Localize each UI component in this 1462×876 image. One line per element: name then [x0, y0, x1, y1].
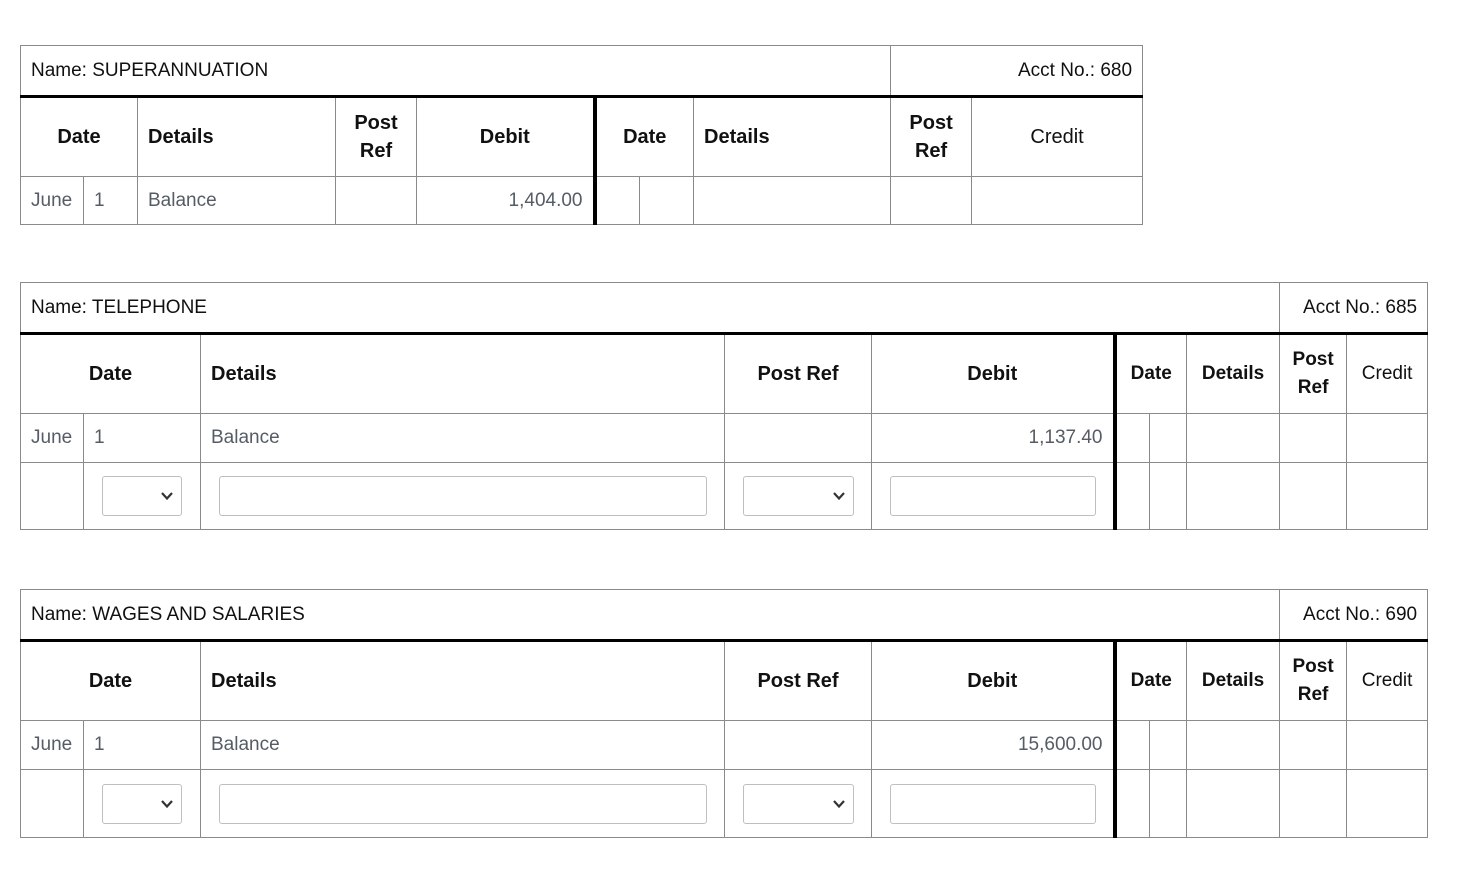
entry-details-input[interactable] — [219, 784, 707, 824]
row-month: June — [21, 177, 84, 225]
row-credit-post-ref — [1280, 414, 1347, 463]
entry-credit-post-ref — [1280, 463, 1347, 530]
header-post-ref: Post Ref — [336, 97, 417, 177]
entry-debit-cell — [872, 463, 1115, 530]
header-date: Date — [21, 641, 201, 721]
row-credit-amount — [1347, 414, 1428, 463]
ledger-superannuation — [20, 45, 1143, 225]
entry-day-select[interactable] — [102, 784, 182, 824]
header-credit: Credit — [1347, 641, 1428, 721]
header-debit: Debit — [872, 641, 1115, 721]
header-credit-post-ref: Post Ref — [891, 97, 972, 177]
entry-credit-month — [1115, 770, 1150, 838]
row-credit-details — [694, 177, 891, 225]
row-credit-amount — [972, 177, 1143, 225]
entry-debit-input[interactable] — [890, 784, 1096, 824]
row-credit-details — [1187, 414, 1280, 463]
header-credit-date: Date — [595, 97, 694, 177]
entry-post-ref-select[interactable] — [743, 476, 854, 516]
row-month: June — [21, 721, 84, 770]
entry-month-cell — [21, 770, 84, 838]
entry-credit-day — [1150, 463, 1187, 530]
row-details: Balance — [201, 721, 725, 770]
row-day: 1 — [84, 721, 201, 770]
header-credit: Credit — [1347, 334, 1428, 414]
row-credit-day — [1150, 414, 1187, 463]
header-details: Details — [201, 641, 725, 721]
entry-day-cell — [84, 463, 201, 530]
row-post-ref — [336, 177, 417, 225]
entry-details-input[interactable] — [219, 476, 707, 516]
row-day: 1 — [84, 414, 201, 463]
entry-credit-details — [1187, 770, 1280, 838]
row-debit: 1,137.40 — [872, 414, 1115, 463]
header-credit-date: Date — [1115, 334, 1187, 414]
ledger-telephone — [20, 282, 1428, 530]
entry-day-select[interactable] — [102, 476, 182, 516]
header-debit: Debit — [417, 97, 595, 177]
header-credit-post-ref: Post Ref — [1280, 334, 1347, 414]
entry-credit-day — [1150, 770, 1187, 838]
header-details: Details — [138, 97, 336, 177]
account-name: Name: SUPERANNUATION — [21, 46, 891, 97]
entry-month-cell — [21, 463, 84, 530]
entry-post-ref-select[interactable] — [743, 784, 854, 824]
row-post-ref — [725, 721, 872, 770]
row-credit-day — [640, 177, 694, 225]
chevron-down-icon — [160, 797, 174, 811]
entry-credit-amount — [1347, 463, 1428, 530]
account-name: Name: WAGES AND SALARIES — [21, 590, 1280, 641]
row-credit-month — [1115, 721, 1150, 770]
entry-day-cell — [84, 770, 201, 838]
entry-debit-input[interactable] — [890, 476, 1096, 516]
chevron-down-icon — [160, 489, 174, 503]
header-date: Date — [21, 334, 201, 414]
row-day: 1 — [84, 177, 138, 225]
row-post-ref — [725, 414, 872, 463]
header-credit-details: Details — [1187, 641, 1280, 721]
ledger-wages-and-salaries — [20, 589, 1428, 838]
account-number: Acct No.: 690 — [1280, 590, 1428, 641]
entry-post-ref-cell — [725, 770, 872, 838]
entry-credit-details — [1187, 463, 1280, 530]
row-credit-amount — [1347, 721, 1428, 770]
account-number: Acct No.: 685 — [1280, 283, 1428, 334]
chevron-down-icon — [832, 489, 846, 503]
entry-credit-month — [1115, 463, 1150, 530]
row-debit: 1,404.00 — [417, 177, 595, 225]
row-credit-day — [1150, 721, 1187, 770]
row-month: June — [21, 414, 84, 463]
row-credit-details — [1187, 721, 1280, 770]
header-details: Details — [201, 334, 725, 414]
header-post-ref: Post Ref — [725, 334, 872, 414]
entry-post-ref-cell — [725, 463, 872, 530]
row-credit-post-ref — [891, 177, 972, 225]
header-credit-details: Details — [1187, 334, 1280, 414]
header-debit: Debit — [872, 334, 1115, 414]
row-details: Balance — [138, 177, 336, 225]
header-date: Date — [21, 97, 138, 177]
account-number: Acct No.: 680 — [891, 46, 1143, 97]
entry-debit-cell — [872, 770, 1115, 838]
row-credit-month — [595, 177, 640, 225]
header-credit: Credit — [972, 97, 1143, 177]
entry-details-cell — [201, 463, 725, 530]
row-details: Balance — [201, 414, 725, 463]
row-credit-month — [1115, 414, 1150, 463]
chevron-down-icon — [832, 797, 846, 811]
row-debit: 15,600.00 — [872, 721, 1115, 770]
header-credit-date: Date — [1115, 641, 1187, 721]
entry-credit-amount — [1347, 770, 1428, 838]
entry-credit-post-ref — [1280, 770, 1347, 838]
entry-details-cell — [201, 770, 725, 838]
header-credit-post-ref: Post Ref — [1280, 641, 1347, 721]
account-name: Name: TELEPHONE — [21, 283, 1280, 334]
row-credit-post-ref — [1280, 721, 1347, 770]
header-post-ref: Post Ref — [725, 641, 872, 721]
header-credit-details: Details — [694, 97, 891, 177]
